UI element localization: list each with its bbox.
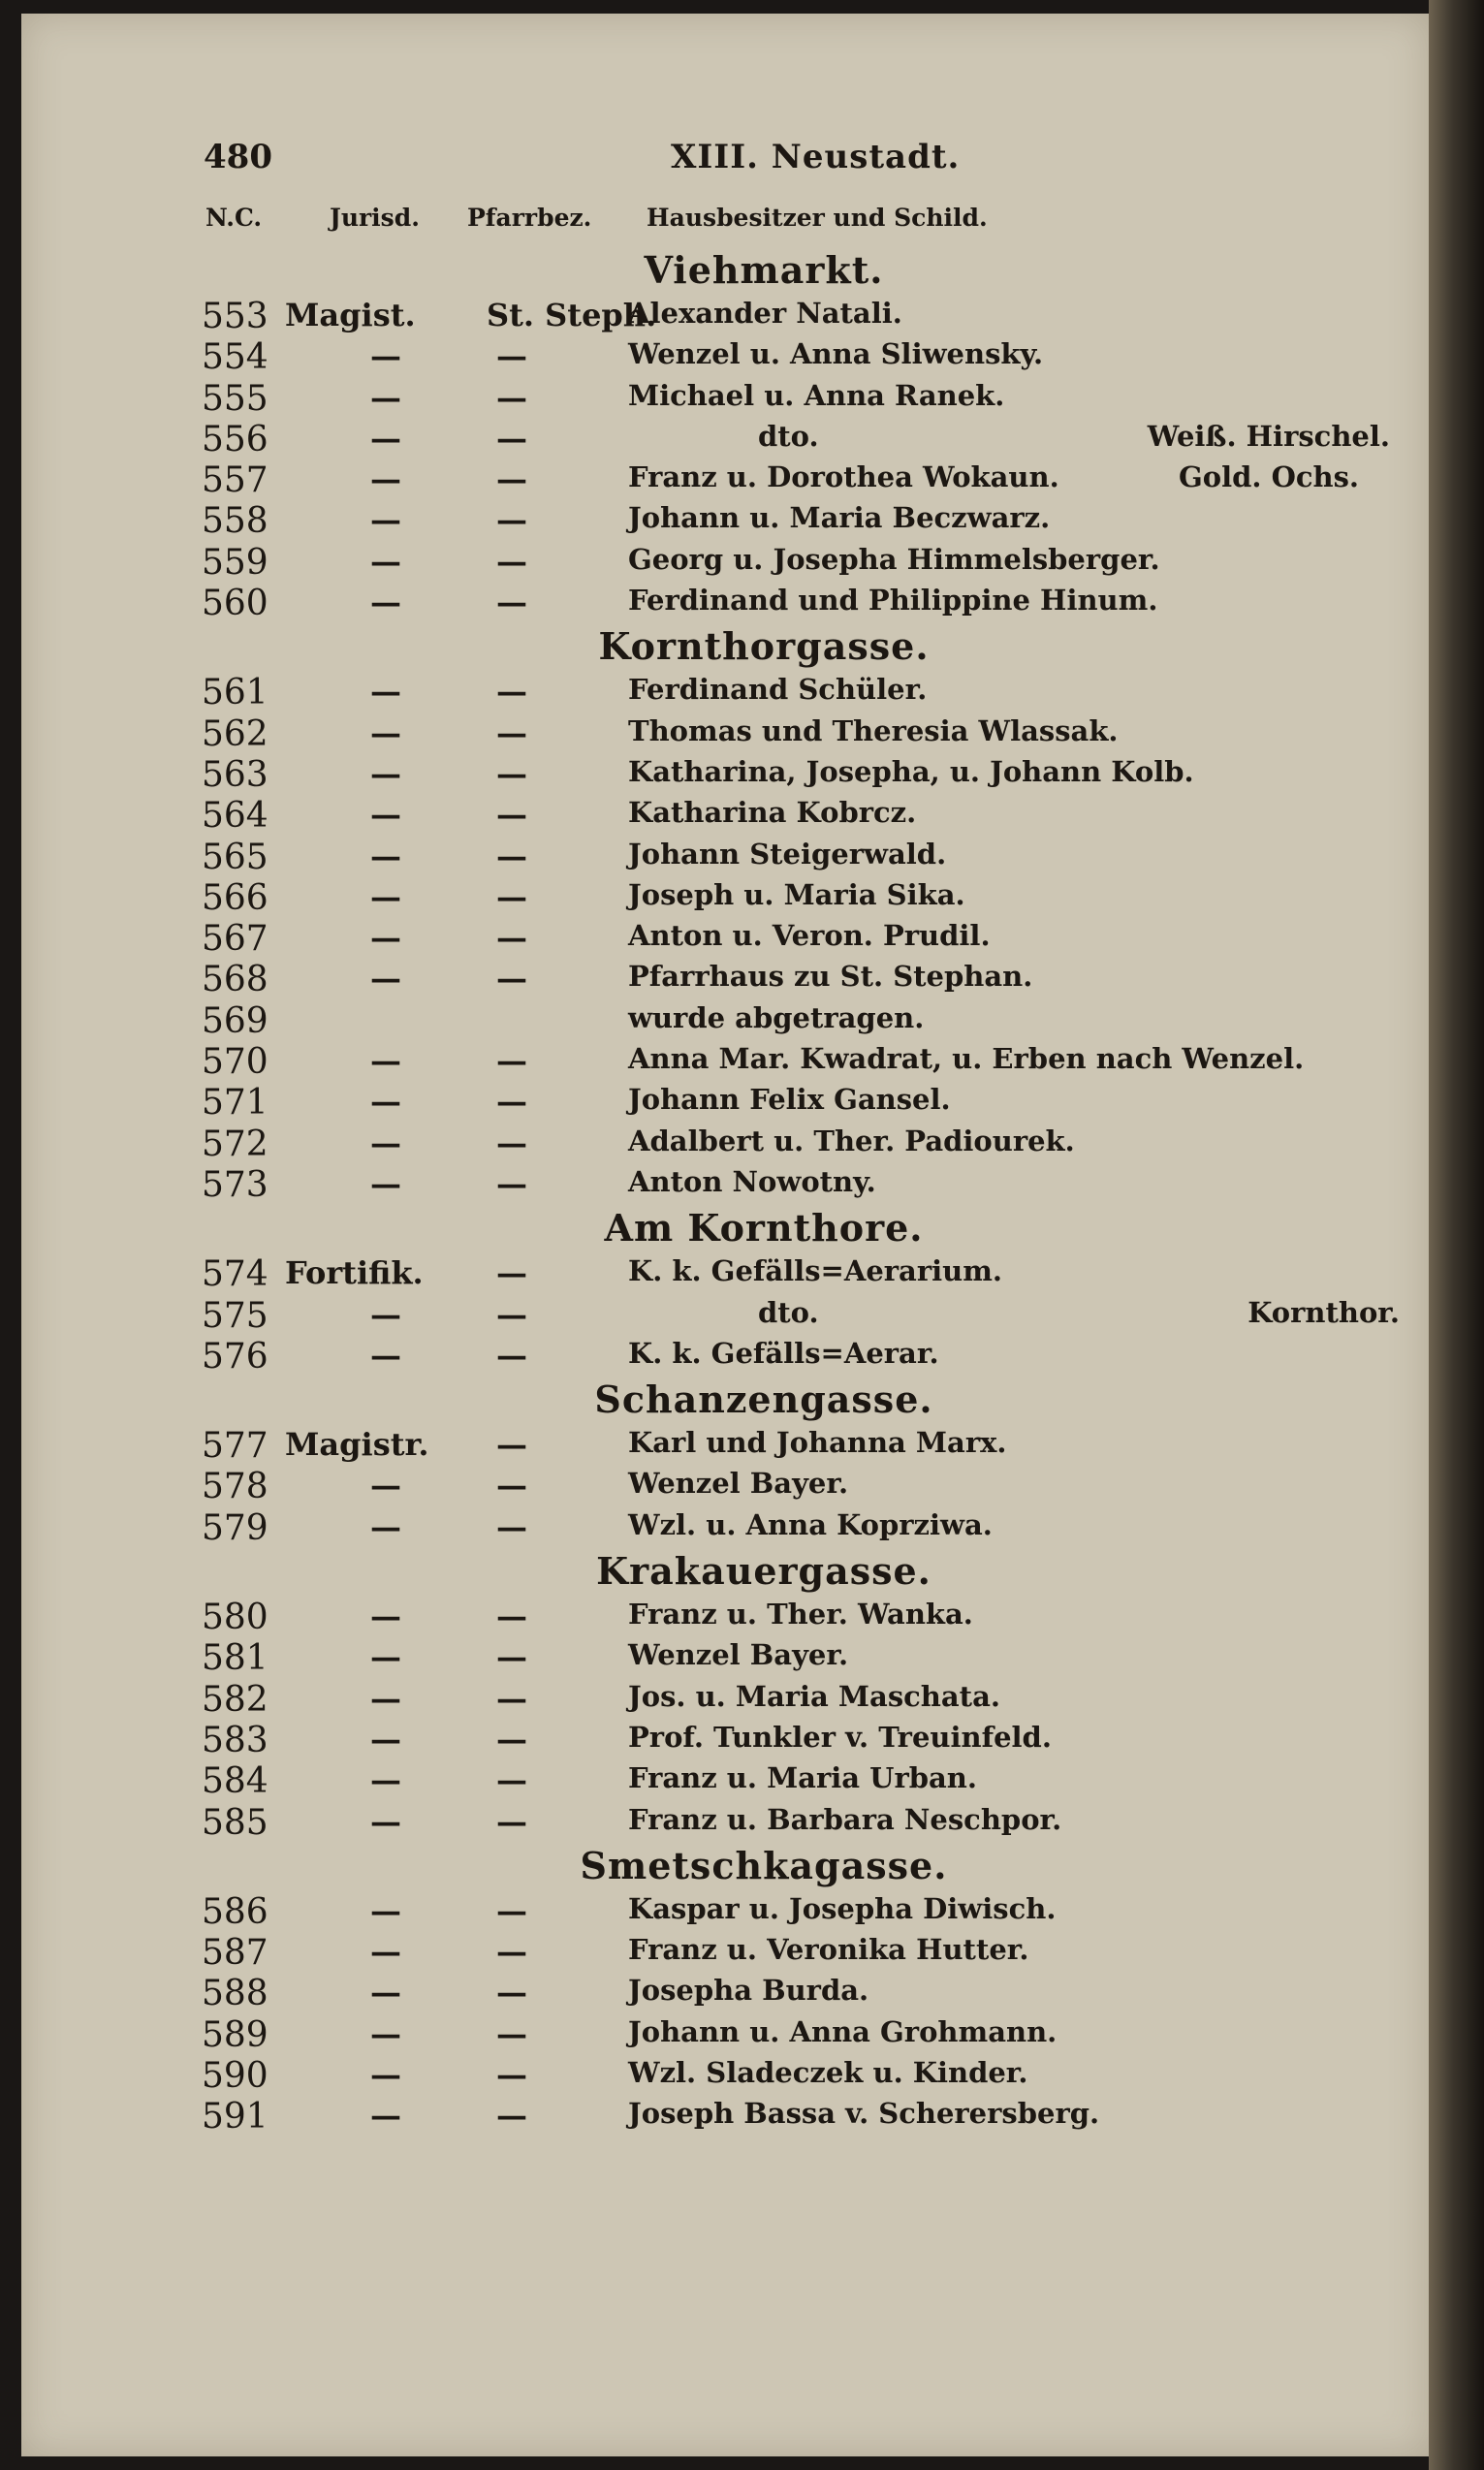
parish: — [496, 796, 527, 834]
parish: — [496, 1598, 527, 1635]
house-row [21, 1121, 1429, 1164]
owner-name: Johann Steigerwald. [628, 837, 947, 871]
house-number: 560 [202, 584, 268, 624]
owner-name: Katharina, Josepha, u. Johann Kolb. [628, 754, 1194, 788]
house-row [21, 1422, 1429, 1467]
house-number: 588 [202, 1974, 268, 2014]
parish: — [496, 2097, 527, 2135]
jurisdiction: — [370, 2055, 401, 2093]
jurisdiction: — [370, 1295, 401, 1333]
parish: St. Steph. [487, 297, 657, 333]
house-row [21, 1038, 1429, 1083]
owner-name: Anton u. Veron. Prudil. [628, 919, 991, 953]
parish: — [496, 460, 527, 498]
jurisdiction: — [370, 1042, 401, 1080]
jurisdiction: Magist. [285, 297, 416, 333]
house-row [21, 1504, 1429, 1548]
parish: — [496, 713, 527, 751]
owner-name: Joseph u. Maria Sika. [628, 877, 965, 911]
house-row [21, 539, 1429, 583]
house-number: 574 [202, 1254, 268, 1295]
parish: — [496, 337, 527, 375]
parish: — [496, 501, 527, 539]
house-number: 561 [202, 673, 268, 713]
jurisdiction: — [370, 877, 401, 915]
parish: — [496, 1974, 527, 2011]
street-heading: Viehmarkt. [644, 248, 884, 292]
house-row [21, 792, 1429, 837]
house-row [21, 1758, 1429, 1802]
house-number: 589 [202, 2014, 268, 2055]
house-number: 571 [202, 1083, 268, 1124]
parish: — [496, 1507, 527, 1545]
house-number: 584 [202, 1761, 268, 1802]
jurisdiction: — [370, 419, 401, 457]
parish: — [496, 1933, 527, 1971]
jurisdiction: — [370, 1933, 401, 1971]
parish: — [496, 1467, 527, 1504]
owner-name: Franz u. Maria Urban. [628, 1761, 977, 1795]
house-number: 586 [202, 1891, 268, 1932]
parish: — [496, 2014, 527, 2052]
parish: — [496, 1761, 527, 1799]
house-number: 558 [202, 501, 268, 542]
parish: — [496, 877, 527, 915]
owner-name: Jos. u. Maria Maschata. [628, 1679, 1000, 1713]
owner-name: dto. [758, 1295, 819, 1329]
house-row [21, 751, 1429, 795]
book-page [21, 14, 1429, 2456]
house-number: 581 [202, 1638, 268, 1679]
house-sign: Gold. Ochs. [1178, 460, 1359, 494]
house-row [21, 1970, 1429, 2014]
jurisdiction: — [370, 1124, 401, 1161]
house-row [21, 1251, 1429, 1295]
house-number: 576 [202, 1336, 268, 1377]
street-section [21, 244, 1429, 293]
parish: — [496, 1679, 527, 1717]
house-row [21, 711, 1429, 754]
jurisdiction: — [370, 501, 401, 539]
parish: — [496, 1295, 527, 1333]
house-number: 559 [202, 542, 268, 583]
owner-name: Karl und Johanna Marx. [628, 1426, 1007, 1460]
jurisdiction: — [370, 1720, 401, 1758]
house-number: 567 [202, 919, 268, 960]
jurisdiction: — [370, 673, 401, 711]
house-number: 565 [202, 837, 268, 877]
jurisdiction: — [370, 960, 401, 998]
owner-name: Adalbert u. Ther. Padiourek. [628, 1124, 1075, 1157]
owner-name: Katharina Kobrcz. [628, 796, 917, 830]
owner-name: Franz u. Ther. Wanka. [628, 1598, 973, 1631]
house-row [21, 2052, 1429, 2096]
owner-name: Anton Nowotny. [628, 1164, 876, 1198]
jurisdiction: — [370, 542, 401, 580]
jurisdiction: — [370, 1083, 401, 1121]
jurisdiction: — [370, 2097, 401, 2135]
parish: — [496, 1336, 527, 1374]
jurisdiction: — [370, 796, 401, 834]
street-section [21, 1202, 1429, 1251]
page-number: 480 [204, 138, 272, 176]
jurisdiction: — [370, 1891, 401, 1929]
street-heading: Krakauergasse. [596, 1549, 931, 1594]
parish: — [496, 419, 527, 457]
jurisdiction: — [370, 754, 401, 792]
parish: — [496, 673, 527, 711]
house-row [21, 1333, 1429, 1377]
jurisdiction: — [370, 1164, 401, 1202]
jurisdiction: — [370, 837, 401, 874]
owner-name: Thomas und Theresia Wlassak. [628, 713, 1119, 747]
parish: — [496, 1083, 527, 1121]
jurisdiction: — [370, 1802, 401, 1840]
parish: — [496, 1426, 527, 1464]
owner-name: Georg u. Josepha Himmelsberger. [628, 542, 1160, 576]
house-row [21, 1888, 1429, 1932]
owner-name: wurde abgetragen. [628, 1000, 925, 1034]
house-sign: Weiß. Hirschel. [1147, 419, 1390, 453]
column-headers [21, 204, 1429, 237]
parish: — [496, 1638, 527, 1676]
owner-name: Kaspar u. Josepha Diwisch. [628, 1891, 1057, 1925]
running-title: XIII. Neustadt. [671, 138, 961, 176]
house-number: 585 [202, 1802, 268, 1843]
street-heading: Schanzengasse. [594, 1378, 933, 1422]
owner-name: Joseph Bassa v. Scherersberg. [628, 2097, 1100, 2131]
street-heading: Am Kornthore. [604, 1206, 924, 1251]
jurisdiction: — [370, 2014, 401, 2052]
house-number: 563 [202, 754, 268, 795]
owner-name: Alexander Natali. [628, 297, 902, 330]
house-row [21, 1079, 1429, 1124]
owner-name: Franz u. Barbara Neschpor. [628, 1802, 1062, 1836]
jurisdiction: — [370, 1598, 401, 1635]
house-row [21, 1799, 1429, 1843]
house-row [21, 1717, 1429, 1758]
owner-name: Wzl. Sladeczek u. Kinder. [628, 2055, 1028, 2089]
street-heading: Kornthorgasse. [598, 624, 930, 669]
house-number: 580 [202, 1598, 268, 1638]
house-row [21, 375, 1429, 419]
jurisdiction: — [370, 378, 401, 416]
owner-name: Anna Mar. Kwadrat, u. Erben nach Wenzel. [628, 1042, 1305, 1076]
street-section [21, 1840, 1429, 1888]
parish: — [496, 960, 527, 998]
house-row [21, 580, 1429, 624]
jurisdiction: — [370, 1336, 401, 1374]
owner-name: Johann u. Maria Beczwarz. [628, 501, 1051, 535]
jurisdiction: — [370, 1638, 401, 1676]
house-row [21, 497, 1429, 542]
owner-name: Franz u. Dorothea Wokaun. [628, 460, 1059, 494]
owner-name: Franz u. Veronika Hutter. [628, 1933, 1029, 1967]
street-section [21, 1545, 1429, 1594]
house-row [21, 1634, 1429, 1679]
house-row [21, 1676, 1429, 1720]
page-header [21, 138, 1429, 186]
house-row [21, 1161, 1429, 1205]
house-number: 579 [202, 1507, 268, 1548]
parish: — [496, 1254, 527, 1292]
parish: — [496, 542, 527, 580]
jurisdiction: — [370, 584, 401, 621]
house-row [21, 998, 1429, 1041]
house-number: 577 [202, 1426, 268, 1467]
house-row [21, 457, 1429, 501]
owner-name: K. k. Gefälls=Aerarium. [628, 1254, 1003, 1288]
house-number: 587 [202, 1933, 268, 1974]
house-row [21, 1929, 1429, 1974]
house-row [21, 2093, 1429, 2138]
column-header-owner: Hausbesitzer und Schild. [647, 204, 988, 232]
column-header-number: N.C. [205, 204, 263, 232]
house-number: 578 [202, 1467, 268, 1507]
owner-name: Michael u. Anna Ranek. [628, 378, 1005, 412]
jurisdiction: — [370, 713, 401, 751]
jurisdiction: Fortifik. [285, 1254, 424, 1292]
house-row [21, 874, 1429, 918]
jurisdiction: — [370, 1974, 401, 2011]
house-number: 568 [202, 960, 268, 1000]
book-binding [1429, 0, 1484, 2470]
house-number: 583 [202, 1720, 268, 1760]
house-row [21, 669, 1429, 713]
jurisdiction: — [370, 1679, 401, 1717]
parish: — [496, 1124, 527, 1161]
house-register [21, 244, 1429, 2138]
jurisdiction: Magistr. [285, 1426, 429, 1464]
parish: — [496, 754, 527, 792]
owner-name: Wenzel Bayer. [628, 1638, 849, 1672]
jurisdiction: — [370, 919, 401, 957]
house-number: 566 [202, 877, 268, 918]
house-number: 575 [202, 1295, 268, 1336]
house-row [21, 915, 1429, 960]
house-row [21, 834, 1429, 877]
jurisdiction: — [370, 337, 401, 375]
house-row [21, 293, 1429, 336]
street-section [21, 620, 1429, 669]
owner-name: Wenzel u. Anna Sliwensky. [628, 337, 1044, 371]
house-row [21, 1463, 1429, 1507]
house-row [21, 1292, 1429, 1336]
street-section [21, 1374, 1429, 1422]
house-number: 590 [202, 2055, 268, 2096]
parish: — [496, 837, 527, 874]
house-number: 570 [202, 1042, 268, 1083]
owner-name: K. k. Gefälls=Aerar. [628, 1336, 939, 1370]
house-sign: Kornthor. [1247, 1295, 1400, 1329]
owner-name: Johann u. Anna Grohmann. [628, 2014, 1058, 2048]
owner-name: dto. [758, 419, 819, 453]
owner-name: Ferdinand Schüler. [628, 673, 928, 707]
owner-name: Pfarrhaus zu St. Stephan. [628, 960, 1033, 994]
owner-name: Wenzel Bayer. [628, 1467, 849, 1501]
house-row [21, 1594, 1429, 1638]
jurisdiction: — [370, 1467, 401, 1504]
house-row [21, 956, 1429, 1000]
house-number: 573 [202, 1164, 268, 1205]
house-number: 569 [202, 1000, 268, 1041]
house-row [21, 333, 1429, 378]
owner-name: Ferdinand und Philippine Hinum. [628, 584, 1158, 618]
parish: — [496, 2055, 527, 2093]
owner-name: Johann Felix Gansel. [628, 1083, 951, 1117]
house-number: 562 [202, 713, 268, 754]
owner-name: Josepha Burda. [628, 1974, 869, 2008]
house-number: 582 [202, 1679, 268, 1720]
house-number: 557 [202, 460, 268, 501]
house-number: 564 [202, 796, 268, 837]
parish: — [496, 1164, 527, 1202]
house-row [21, 2011, 1429, 2055]
house-number: 556 [202, 419, 268, 459]
parish: — [496, 1891, 527, 1929]
parish: — [496, 1720, 527, 1758]
house-number: 554 [202, 337, 268, 378]
parish: — [496, 378, 527, 416]
house-number: 553 [202, 297, 268, 336]
house-row [21, 416, 1429, 457]
jurisdiction: — [370, 1761, 401, 1799]
house-number: 572 [202, 1124, 268, 1164]
parish: — [496, 919, 527, 957]
column-header-parish: Pfarrbez. [467, 204, 592, 232]
street-heading: Smetschkagasse. [580, 1843, 948, 1887]
owner-name: Prof. Tunkler v. Treuinfeld. [628, 1720, 1052, 1754]
parish: — [496, 1802, 527, 1840]
parish: — [496, 1042, 527, 1080]
owner-name: Wzl. u. Anna Koprziwa. [628, 1507, 993, 1541]
parish: — [496, 584, 527, 621]
jurisdiction: — [370, 460, 401, 498]
house-number: 555 [202, 378, 268, 419]
column-header-jurisdiction: Jurisd. [330, 204, 420, 232]
jurisdiction: — [370, 1507, 401, 1545]
house-number: 591 [202, 2097, 268, 2138]
